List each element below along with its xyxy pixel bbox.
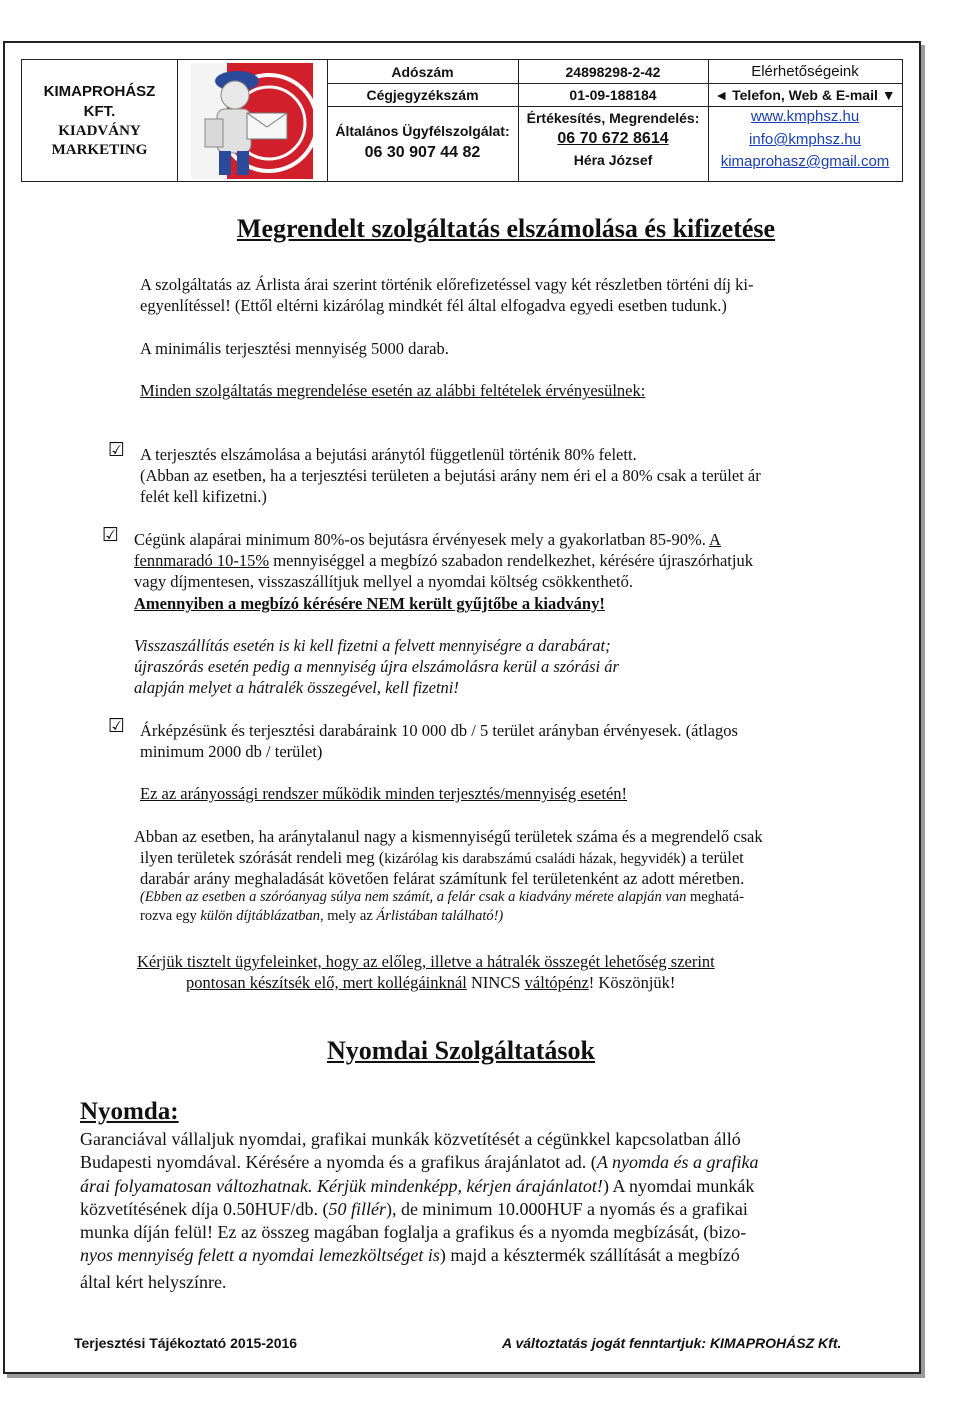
nyomda-line6: nyos mennyiség felett a nyomdai lemezköltséget is) majd a késztermék szállítását a megbízó: [80, 1245, 740, 1266]
nyomda-heading: Nyomda:: [80, 1098, 179, 1125]
item2-italic3: alapján melyet a hátralék összegével, kell fizetni!: [134, 678, 459, 697]
item2-line1: Cégünk alapárai minimum 80%-os bejutásra érvényesek mely a gyakorlatban 85-90%. A: [134, 530, 721, 549]
item1-line3: felét kell kifizetni.): [140, 487, 267, 506]
item3-line1: Árképzésünk és terjesztési darabáraink 10 000 db / 5 terület arányban érvényesek. (átlagos: [140, 721, 738, 740]
tax-values-cell: [518, 60, 709, 181]
company-name-line1: KIMAPROHÁSZ: [43, 82, 156, 100]
item3-line2: minimum 2000 db / terület): [140, 742, 323, 761]
para-line1: Abban az esetben, ha aránytalanul nagy a kismennyiségű területek száma és a megrendelő csak: [134, 827, 763, 846]
para-line3: darabár arány meghaladását követően felárat számítunk fel területenként az adott méretben.: [140, 869, 745, 888]
item2-italic1: Visszaszállítás esetén is ki kell fizetni a felvett mennyiségre a darabárat;: [134, 636, 611, 655]
para-line4: (Ebben az esetben a szóróanyag súlya nem számít, a felár csak a kiadvány mérete alapján van meghatá-: [140, 889, 744, 905]
email-link-gmail[interactable]: kimaprohasz@gmail.com: [720, 153, 890, 170]
contacts-label: Elérhetőségeink: [708, 60, 902, 84]
logo-cell: [177, 60, 328, 181]
item3-note: Ez az arányossági rendszer működik minden terjesztés/mennyiség esetén!: [140, 784, 628, 803]
nyomda-line4: közvetítésének díja 0.50HUF/db. (50 fillér), de minimum 10.000HUF a nyomás és a grafikai: [80, 1198, 748, 1219]
company-name-line4: MARKETING: [51, 141, 148, 158]
mailman-logo-icon: [191, 63, 313, 179]
customer-service-label: Általános Ügyfélszolgálat:: [335, 123, 510, 139]
tax-label: Adószám: [327, 60, 518, 84]
item2-italic2: újraszórás esetén pedig a mennyiség újra elszámolásra kerül a szórási ár: [134, 657, 619, 676]
para-line5: rozva egy külön díjtáblázatban, mely az Árlistában található!): [140, 908, 504, 924]
reg-value: 01-09-188184: [518, 84, 708, 107]
min-quantity: A minimális terjesztési mennyiség 5000 darab.: [140, 339, 449, 358]
section-title: Nyomdai Szolgáltatások: [327, 1036, 595, 1065]
item1-line1: A terjesztés elszámolása a bejutási aránytól függetlenül történik 80% felett.: [140, 445, 637, 464]
item2-line3: vagy díjmentesen, visszaszállítjuk mellyel a nyomdai költség csökkenthető.: [134, 572, 634, 591]
customer-service-phone: 06 30 907 44 82: [364, 144, 481, 161]
company-name-line3: KIADVÁNY: [58, 122, 141, 139]
contacts-cell: [708, 60, 902, 181]
footer-right: A változtatás jogát fenntartjuk: KIMAPROHÁSZ Kft.: [502, 1335, 842, 1351]
email-link-info[interactable]: info@kmphsz.hu: [749, 131, 861, 148]
request-line1: Kérjük tisztelt ügyfeleinket, hogy az előleg, illetve a hátralék összegét lehetőség szerint: [137, 952, 715, 971]
nyomda-line3: árai folyamatosan változhatnak. Kérjük mindenképp, kérjen árajánlatot!) A nyomdai munkák: [80, 1175, 755, 1196]
intro-line1: A szolgáltatás az Árlista árai szerint történik előrefizetéssel vagy két részletben történi díj ki-: [140, 275, 754, 294]
tax-and-service-cell: [327, 60, 519, 181]
para-line2: ilyen területek szórását rendeli meg (kizárólag kis darabszámú családi házak, hegyvidék) a terület: [140, 848, 744, 867]
item2-line2: fennmaradó 10-15% mennyiséggel a megbízó szabadon rendelkezhet, kérésére újraszórhatjuk: [134, 551, 753, 570]
web-link[interactable]: www.kmphsz.hu: [750, 108, 860, 125]
request-line2: pontosan készítsék elő, mert kollégáinknál NINCS váltópénz! Köszönjük!: [186, 973, 676, 992]
item2-line4: Amennyiben a megbízó kérésére NEM került gyűjtőbe a kiadvány!: [134, 594, 605, 613]
page-title: Megrendelt szolgáltatás elszámolása és kifizetése: [236, 214, 776, 243]
reg-label: Cégjegyzékszám: [327, 84, 518, 107]
checkbox-checked-icon: ☑: [108, 439, 126, 461]
nyomda-body: [80, 1128, 842, 1294]
intro-line2: egyenlítéssel! (Ettől eltérni kizárólag mindkét fél által elfogadva egyedi esetben tudunk.): [140, 296, 727, 315]
sales-person: Héra József: [573, 152, 653, 168]
checkbox-checked-icon: ☑: [102, 524, 120, 546]
nyomda-line5: munka díján felül! Ez az összeg magában foglalja a grafikus és a nyomda megbízását, (bizo-: [80, 1222, 747, 1243]
checkbox-checked-icon: ☑: [108, 715, 126, 737]
nyomda-line2: Budapesti nyomdával. Kérésére a nyomda és a grafikus árajánlatot ad. (A nyomda és a grafika: [80, 1152, 759, 1173]
conditions-heading: Minden szolgáltatás megrendelése esetén az alábbi feltételek érvényesülnek:: [140, 381, 646, 400]
item1-line2: (Abban az esetben, ha a terjesztési területen a bejutási arány nem éri el a 80% csak a terület ár: [140, 466, 761, 485]
company-name-cell: [22, 60, 178, 181]
sales-label: Értékesítés, Megrendelés:: [526, 110, 700, 126]
nyomda-line7: által kért helyszínre.: [80, 1271, 227, 1292]
tax-value: 24898298-2-42: [518, 60, 708, 84]
header-table: [21, 59, 903, 182]
company-name-line2: KFT.: [83, 102, 116, 120]
footer-left: Terjesztési Tájékoztató 2015-2016: [74, 1335, 298, 1351]
sales-phone[interactable]: 06 70 672 8614: [557, 130, 669, 147]
contacts-subheader: ◄ Telefon, Web & E-mail ▼: [708, 84, 902, 107]
nyomda-line1: Garanciával vállaljuk nyomdai, grafikai munkák közvetítését a cégünkkel kapcsolatban álló: [80, 1129, 741, 1149]
